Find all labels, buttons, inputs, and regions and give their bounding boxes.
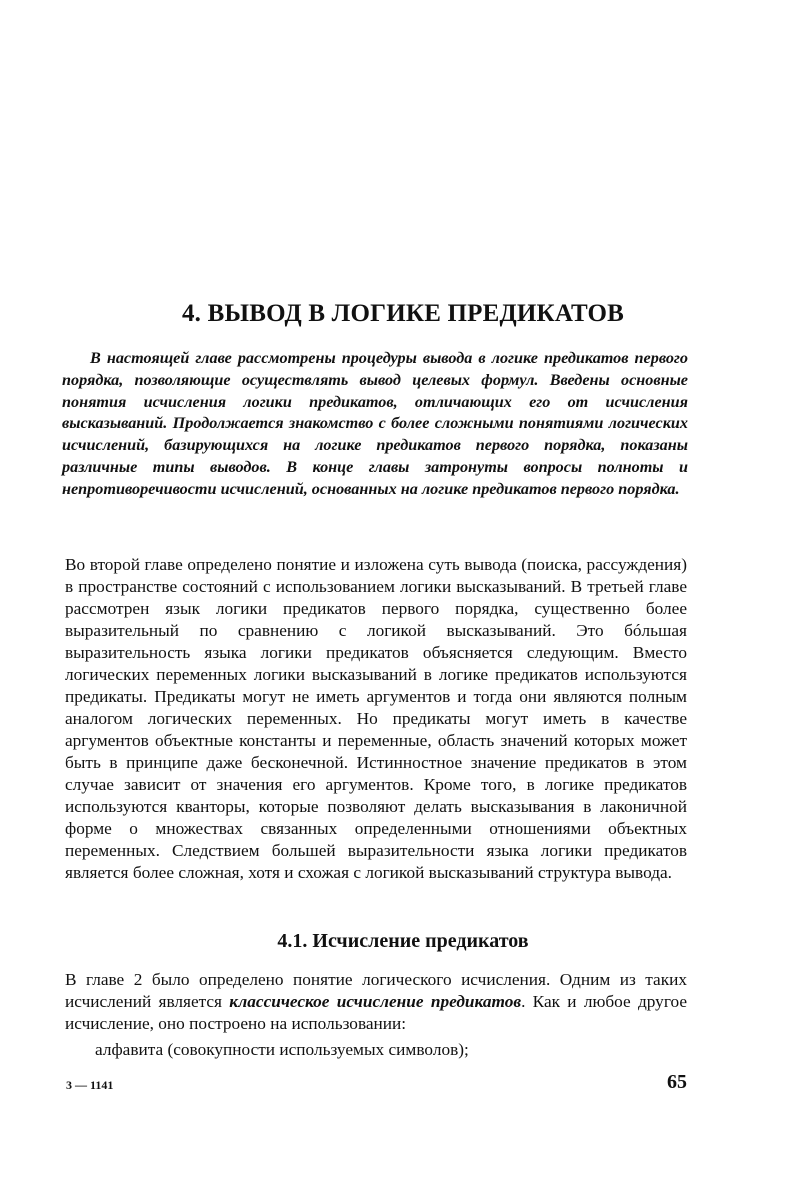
list-item: алфавита (совокупности используемых символов);: [95, 1040, 469, 1059]
section-paragraph-text-before: В главе 2 было определено понятие логического исчисления. Одним из таких исчислений является: [65, 970, 687, 1011]
section-title: 4.1. Исчисление предикатов: [277, 930, 529, 952]
section-paragraph-text-after: . Как и любое другое исчисление, оно построено на использовании:: [65, 992, 687, 1033]
section-paragraph: [65, 969, 687, 1035]
highlighted-term: классическое исчисление предикатов: [229, 992, 522, 1011]
page-number: 65: [667, 1071, 687, 1093]
body-paragraph: Во второй главе определено понятие и изложена суть вывода (поиска, рассуждения) в пространстве состояний с использованием логики высказываний. В третьей главе рассмотрен язык логики предикатов первого порядка, существенно более выразительный по сравнению с логикой высказываний. Это бóльшая выразительность языка логики предикатов объясняется следующим. Вместо логических переменных логики высказываний в логике предикатов используются предикаты. Предикаты могут не иметь аргументов и тогда они являются полным аналогом логических переменных. Но предикаты могут иметь в качестве аргументов объектные константы и переменные, область значений которых может быть в принципе даже бесконечной. Истинностное значение предикатов в этом случае зависит от значения его аргументов. Кроме того, в логике предикатов используются кванторы, которые позволяют делать высказывания в лаконичной форме о множествах связанных определенными отношениями объектных переменных. Следствием большей выразительности языка логики предикатов является более сложная, хотя и схожая с логикой высказываний структура вывода.: [65, 555, 687, 882]
chapter-abstract: В настоящей главе рассмотрены процедуры вывода в логике предикатов первого порядка, позволяющие осуществлять вывод целевых формул. Введены основные понятия исчисления логики предикатов, отличающих его от исчисления высказываний. Продолжается знакомство с более сложными понятиями логических исчислений, базирующихся на логике предикатов первого порядка, показаны различные типы выводов. В конце главы затронуты вопросы полноты и непротиворечивости исчислений, основанных на логике предикатов первого порядка.: [62, 349, 688, 498]
printer-signature: 3 — 1141: [66, 1078, 114, 1092]
chapter-title: 4. ВЫВОД В ЛОГИКЕ ПРЕДИКАТОВ: [181, 300, 625, 327]
